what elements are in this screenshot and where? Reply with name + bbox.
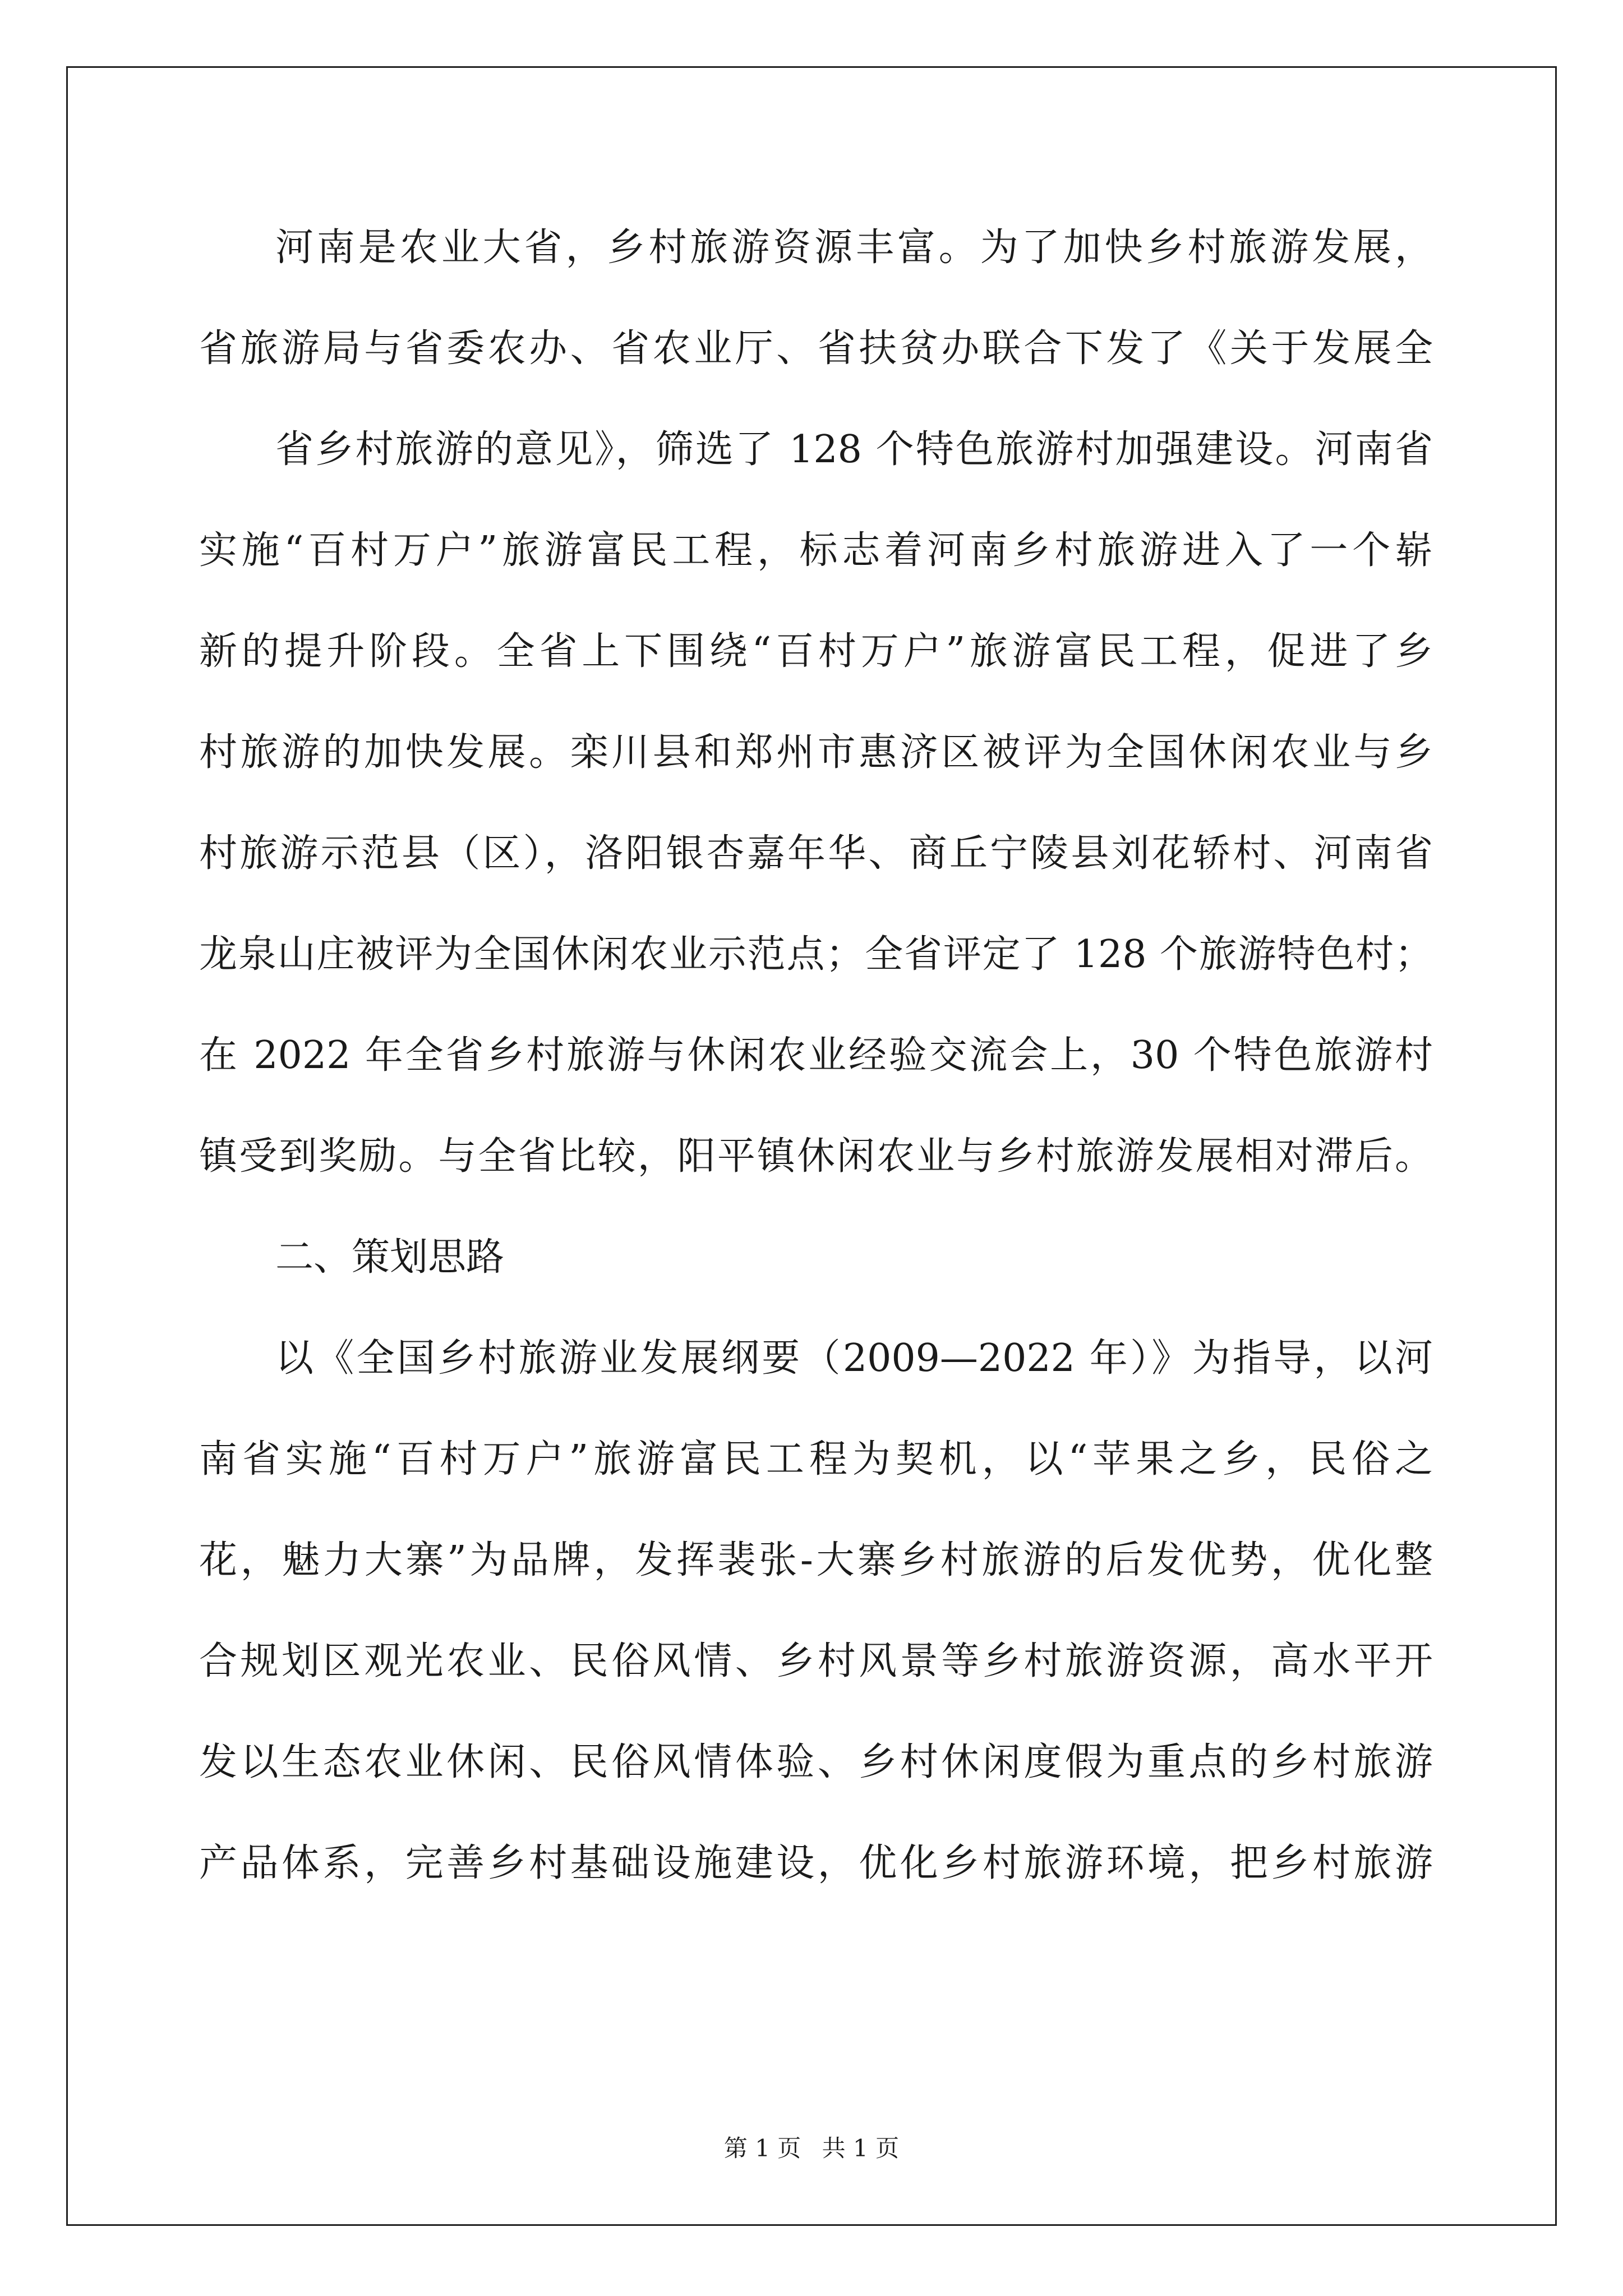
text-line: 在 2022 年全省乡村旅游与休闲农业经验交流会上，30 个特色旅游村 (199, 1033, 1433, 1078)
text-line: 镇受到奖励。与全省比较，阳平镇休闲农业与乡村旅游发展相对滞后。 (199, 1134, 1433, 1179)
text-line: 以《全国乡村旅游业发展纲要（2009—2022 年）》为指导，以河 (275, 1336, 1433, 1381)
text-line: 村旅游的加快发展。栾川县和郑州市惠济区被评为全国休闲农业与乡 (199, 730, 1433, 775)
document-body (199, 197, 1433, 1914)
text-line: 南省实施“百村万户”旅游富民工程为契机，以“苹果之乡，民俗之 (199, 1437, 1433, 1481)
text-line: 产品体系，完善乡村基础设施建设，优化乡村旅游环境，把乡村旅游 (199, 1841, 1433, 1885)
page-number: 第 1 页 (723, 2134, 801, 2162)
page-footer (0, 2132, 1623, 2165)
text-line: 河南是农业大省，乡村旅游资源丰富。为了加快乡村旅游发展， (275, 226, 1433, 270)
section-heading: 二、策划思路 (275, 1235, 505, 1280)
text-line: 花，魅力大寨”为品牌，发挥裴张-大寨乡村旅游的后发优势，优化整 (199, 1538, 1433, 1582)
text-line: 实施“百村万户”旅游富民工程，标志着河南乡村旅游进入了一个崭 (199, 528, 1433, 573)
page-total: 共 1 页 (822, 2134, 900, 2162)
text-line: 村旅游示范县（区），洛阳银杏嘉年华、商丘宁陵县刘花轿村、河南省 (199, 831, 1433, 876)
text-line: 新的提升阶段。全省上下围绕“百村万户”旅游富民工程，促进了乡 (199, 629, 1433, 674)
text-line: 省旅游局与省委农办、省农业厅、省扶贫办联合下发了《关于发展全 (199, 326, 1433, 371)
text-line: 合规划区观光农业、民俗风情、乡村风景等乡村旅游资源，高水平开 (199, 1639, 1433, 1683)
text-line: 发以生态农业休闲、民俗风情体验、乡村休闲度假为重点的乡村旅游 (199, 1740, 1433, 1784)
text-line: 省乡村旅游的意见》，筛选了 128 个特色旅游村加强建设。河南省 (275, 427, 1433, 472)
text-line: 龙泉山庄被评为全国休闲农业示范点；全省评定了 128 个旅游特色村； (199, 932, 1433, 977)
